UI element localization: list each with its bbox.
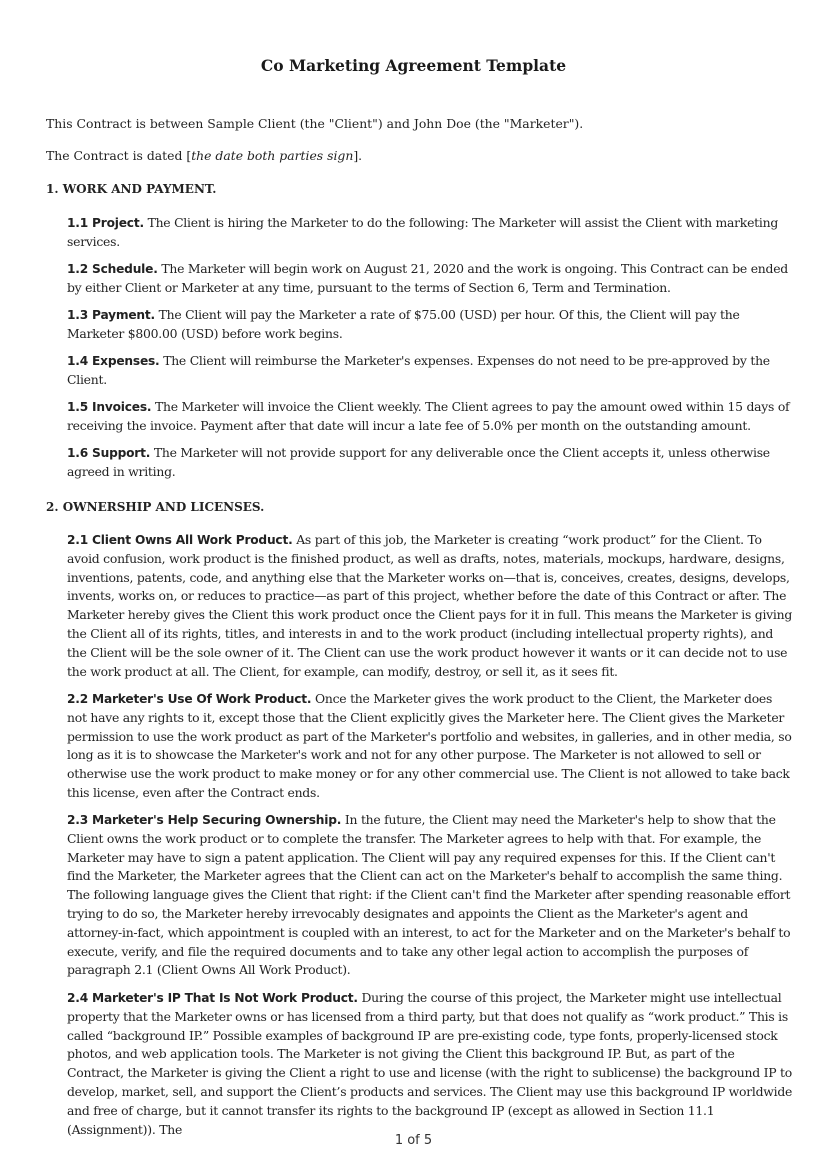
clause-text: The Marketer will begin work on August 21, 2020 and the work is ongoing. This Contract can be ended by either Client or Marketer at any time, pursuant to the terms of Section 6, Term and Termination.	[67, 261, 788, 295]
intro-dated	[46, 146, 791, 165]
clause-label: 1.1 Project.	[67, 216, 144, 230]
clause-text: Once the Marketer gives the work product to the Client, the Marketer does not have any rights to it, except those that the Client explicitly gives the Marketer here. The Client gives the Marketer permission to use the work product as part of the Marketer's portfolio and websites, in galleries, and in other media, so long as it is to showcase the Marketer's work and not for any other purpose. The Marketer is not allowed to sell or otherwise use the work product to make money or for any other commercial use. The Client is not allowed to take back this license, even after the Contract ends.	[67, 691, 792, 800]
clause-2-1	[67, 531, 793, 681]
section-heading: 1. WORK AND PAYMENT.	[46, 182, 217, 196]
clause-1-2	[67, 260, 793, 298]
clause-text: As part of this job, the Marketer is creating “work product” for the Client. To avoid confusion, work product is the finished product, as well as drafts, notes, materials, mockups, hardware, designs, inventions, patents, code, and anything else that the Marketer works on—that is, conceives, creates, designs, develops, invents, works on, or reduces to practice—as part of this project, whether before the date of this Contract or after. The Marketer hereby gives the Client this work product once the Client pays for it in full. This means the Marketer is giving the Client all of its rights, titles, and interests in and to the work product (including intellectual property rights), and the Client will be the sole owner of it. The Client can use the work product however it wants or it can decide not to use the work product at all. The Client, for example, can modify, destroy, or sell it, as it sees fit.	[67, 532, 793, 679]
intro-parties: This Contract is between Sample Client (the "Client") and John Doe (the "Marketer").	[46, 116, 584, 131]
clause-1-4	[67, 352, 793, 390]
clause-1-5	[67, 398, 793, 436]
clause-label: 2.2 Marketer's Use Of Work Product.	[67, 692, 312, 706]
dated-suffix: ].	[353, 148, 363, 163]
clause-text: During the course of this project, the Marketer might use intellectual property that the Marketer owns or has licensed from a third party, but that does not qualify as “work product.” This is called “background IP.” Possible examples of background IP are pre-existing code, type fonts, properly-licensed stock photos, and web application tools. The Marketer is not giving the Client this background IP. But, as part of the Contract, the Marketer is giving the Client a right to use and license (with the right to sublicense) the background IP to develop, market, sell, and support the Client’s products and services. The Client may use this background IP worldwide and free of charge, but it cannot transfer its rights to the background IP (except as allowed in Section 11.1 (Assignment)). The	[67, 990, 793, 1137]
clause-1-6	[67, 444, 793, 482]
clause-text: The Client is hiring the Marketer to do the following: The Marketer will assist the Client with marketing services.	[67, 215, 779, 249]
clause-label: 1.6 Support.	[67, 446, 151, 460]
clause-2-2	[67, 690, 793, 803]
clause-text: The Marketer will not provide support for any deliverable once the Client accepts it, unless otherwise agreed in writing.	[67, 445, 770, 479]
clause-1-1	[67, 214, 793, 252]
clause-label: 2.3 Marketer's Help Securing Ownership.	[67, 813, 342, 827]
dated-placeholder: the date both parties sign	[191, 148, 354, 163]
dated-prefix: The Contract is dated [	[46, 148, 192, 163]
clause-1-3	[67, 306, 793, 344]
clause-label: 1.4 Expenses.	[67, 354, 160, 368]
section-heading: 2. OWNERSHIP AND LICENSES.	[46, 500, 265, 514]
clause-label: 1.3 Payment.	[67, 308, 155, 322]
document-title: Co Marketing Agreement Template	[260, 56, 567, 75]
clause-label: 2.1 Client Owns All Work Product.	[67, 533, 293, 547]
clause-2-3	[67, 811, 793, 980]
page-number: 1 of 5	[394, 1133, 433, 1148]
clause-text: The Marketer will invoice the Client weekly. The Client agrees to pay the amount owed within 15 days of receiving the invoice. Payment after that date will incur a late fee of 5.0% per month on the outstanding amount.	[67, 399, 790, 433]
clause-text: The Client will reimburse the Marketer's expenses. Expenses do not need to be pre-approved by the Client.	[67, 353, 770, 387]
clause-text: The Client will pay the Marketer a rate of $75.00 (USD) per hour. Of this, the Client will pay the Marketer $800.00 (USD) before work begins.	[67, 307, 740, 341]
clause-label: 1.2 Schedule.	[67, 262, 158, 276]
clause-label: 1.5 Invoices.	[67, 400, 152, 414]
clause-text: In the future, the Client may need the Marketer's help to show that the Client owns the work product or to complete the transfer. The Marketer agrees to help with that. For example, the Marketer may have to sign a patent application. The Client will pay any required expenses for this. If the Client can't find the Marketer, the Marketer agrees that the Client can act on the Marketer's behalf to accomplish the same thing. The following language gives the Client that right: if the Client can't find the Marketer after spending reasonable effort trying to do so, the Marketer hereby irrevocably designates and appoints the Client as the Marketer's agent and attorney-in-fact, which appointment is coupled with an interest, to act for the Marketer and on the Marketer's behalf to execute, verify, and file the required documents and to take any other legal action to accomplish the purposes of paragraph 2.1 (Client Owns All Work Product).	[67, 812, 791, 978]
clause-label: 2.4 Marketer's IP That Is Not Work Product.	[67, 991, 358, 1005]
clause-2-4	[67, 989, 793, 1139]
